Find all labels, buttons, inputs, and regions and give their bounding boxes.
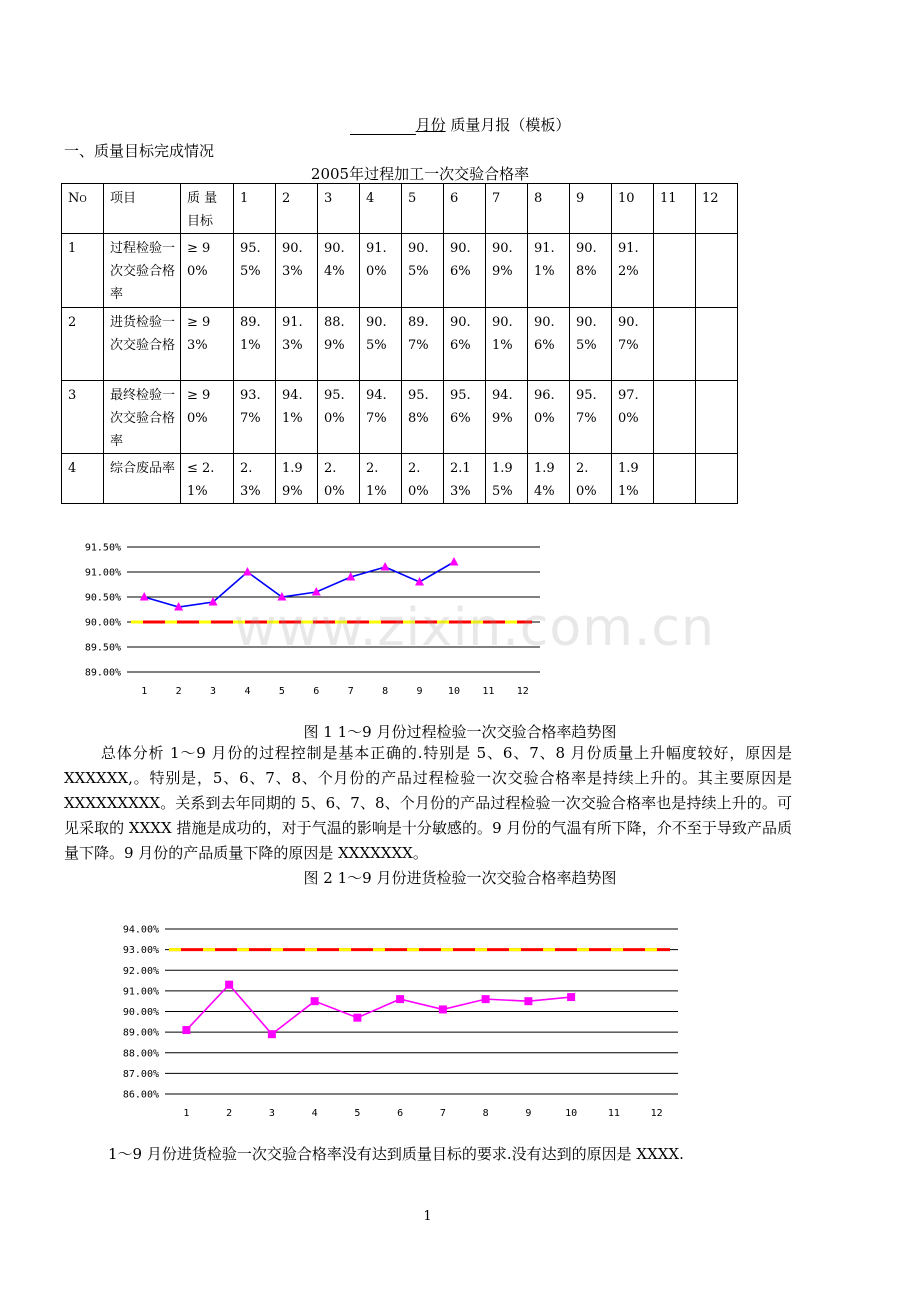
header-month: 10 (612, 184, 654, 234)
x-tick-label: 12 (650, 1108, 663, 1119)
row-value: 91.1% (528, 234, 570, 308)
y-tick-label: 91.00% (84, 567, 121, 579)
row-value (654, 234, 696, 308)
series-line (186, 985, 571, 1035)
header-month: 11 (654, 184, 696, 234)
row-value: 97.0% (612, 381, 654, 454)
row-value: 95.8% (402, 381, 444, 454)
table-caption: 2005年过程加工一次交验合格率 (310, 165, 530, 183)
header-target: 质 量目标 (181, 184, 234, 234)
row-item: 过程检验一次交验合格率 (104, 234, 181, 308)
row-no: 2 (62, 308, 104, 381)
row-value: 90.7% (612, 308, 654, 381)
x-tick-label: 10 (565, 1108, 578, 1119)
row-value: 1.99% (276, 454, 318, 504)
figure1-caption: 图 1 1～9 月份过程检验一次交验合格率趋势图 (303, 723, 617, 741)
quality-table (61, 183, 738, 504)
row-value: 91.0% (360, 234, 402, 308)
x-tick-label: 5 (278, 686, 285, 697)
data-point (439, 1005, 447, 1013)
row-target: ≥ 90% (181, 381, 234, 454)
row-target: ≥ 93% (181, 308, 234, 381)
y-tick-label: 93.00% (122, 945, 159, 957)
y-tick-label: 92.00% (122, 965, 159, 977)
row-value: 95.6% (444, 381, 486, 454)
y-tick-label: 89.00% (122, 1027, 159, 1039)
row-value: 1.95% (486, 454, 528, 504)
x-tick-label: 3 (268, 1108, 275, 1119)
row-value: 2.13% (444, 454, 486, 504)
conclusion-paragraph: 1～9 月份进货检验一次交验合格率没有达到质量目标的要求.没有达到的原因是 XXXX. (108, 1145, 684, 1163)
row-value: 2.1% (360, 454, 402, 504)
row-item: 综合废品率 (104, 454, 181, 504)
data-point (381, 562, 390, 571)
y-tick-label: 90.00% (84, 617, 121, 629)
row-value: 2.0% (318, 454, 360, 504)
row-value (696, 234, 738, 308)
row-value (654, 454, 696, 504)
x-tick-label: 11 (482, 686, 495, 697)
row-value: 2.3% (234, 454, 276, 504)
x-tick-label: 11 (607, 1108, 620, 1119)
row-target: ≥ 90% (181, 234, 234, 308)
row-value: 1.91% (612, 454, 654, 504)
row-value: 95.7% (570, 381, 612, 454)
x-tick-label: 8 (382, 686, 389, 697)
header-month: 7 (486, 184, 528, 234)
x-tick-label: 12 (516, 686, 529, 697)
table-row (62, 381, 738, 454)
row-value: 88.9% (318, 308, 360, 381)
table-row (62, 234, 738, 308)
row-value: 90.8% (570, 234, 612, 308)
data-point (567, 993, 575, 1001)
row-value (654, 381, 696, 454)
x-tick-label: 1 (183, 1108, 190, 1119)
row-value (696, 454, 738, 504)
row-value: 90.3% (276, 234, 318, 308)
row-value (696, 308, 738, 381)
analysis-text: 总体分析 1～9 月份的过程控制是基本正确的.特别是 5、6、7、8 月份质量上升幅度较好，原因是 XXXXXX,。特别是，5、6、7、8、个月份的产品过程检验一次交验合格率是持续上升的。其主要原因是 XXXXXXXXX。关系到去年同期的 5、6、7、8、个月份的产品过程检验一次交验合格率也是持续上升的。可见采取的 XXXX 措施是成功的，对于气温的影响是十分敏感的。9 月份的气温有所下降，介不至于导致产品质量下降。9 月份的产品质量下降的原因是 XXXXXXX。 (64, 744, 792, 862)
row-value (696, 381, 738, 454)
header-month: 4 (360, 184, 402, 234)
header-month: 5 (402, 184, 444, 234)
row-value: 95.0% (318, 381, 360, 454)
row-value: 91.2% (612, 234, 654, 308)
x-tick-label: 4 (311, 1108, 318, 1119)
row-value: 90.9% (486, 234, 528, 308)
figure2-caption: 图 2 1～9 月份进货检验一次交验合格率趋势图 (303, 869, 617, 887)
table-row (62, 308, 738, 381)
x-tick-label: 8 (482, 1108, 489, 1119)
header-month: 12 (696, 184, 738, 234)
table-row (62, 454, 738, 504)
x-tick-label: 6 (313, 686, 320, 697)
y-tick-label: 90.00% (122, 1007, 159, 1018)
y-tick-label: 89.00% (84, 667, 121, 679)
header-month: 8 (528, 184, 570, 234)
x-tick-label: 3 (210, 686, 217, 697)
row-no: 1 (62, 234, 104, 308)
header-month: 1 (234, 184, 276, 234)
title-month: 月份 (415, 116, 446, 134)
y-tick-label: 89.50% (84, 642, 121, 654)
section-heading: 一、质量目标完成情况 (64, 142, 215, 160)
y-tick-label: 88.00% (122, 1048, 159, 1060)
row-value: 91.3% (276, 308, 318, 381)
data-point (243, 567, 252, 576)
row-value: 94.9% (486, 381, 528, 454)
row-value: 90.5% (360, 308, 402, 381)
row-value: 90.6% (528, 308, 570, 381)
title-text: 质量月报（模板） (445, 116, 571, 134)
row-value: 90.6% (444, 308, 486, 381)
row-value: 90.1% (486, 308, 528, 381)
y-tick-label: 91.00% (122, 986, 159, 998)
row-value: 2.0% (402, 454, 444, 504)
x-tick-label: 7 (347, 686, 354, 697)
row-item: 进货检验一次交验合格 (104, 308, 181, 381)
row-value: 96.0% (528, 381, 570, 454)
header-no: NO (62, 184, 104, 234)
chart-incoming-inspection (110, 920, 690, 1134)
row-value: 1.94% (528, 454, 570, 504)
y-tick-label: 87.00% (122, 1068, 159, 1080)
data-point (268, 1030, 276, 1038)
row-value: 95.5% (234, 234, 276, 308)
x-tick-label: 6 (397, 1108, 404, 1119)
row-value: 89.7% (402, 308, 444, 381)
x-tick-label: 1 (141, 686, 148, 697)
row-no: 3 (62, 381, 104, 454)
x-tick-label: 10 (447, 686, 460, 697)
y-tick-label: 94.00% (122, 924, 159, 936)
data-point (524, 997, 532, 1005)
table-header-row (62, 184, 738, 234)
row-value: 89.1% (234, 308, 276, 381)
chart2-svg (110, 920, 690, 1130)
row-value: 94.7% (360, 381, 402, 454)
row-value: 90.5% (402, 234, 444, 308)
header-month: 3 (318, 184, 360, 234)
row-no: 4 (62, 454, 104, 504)
row-value: 90.6% (444, 234, 486, 308)
data-point (449, 557, 458, 566)
row-target: ≤ 2.1% (181, 454, 234, 504)
row-value (654, 308, 696, 381)
data-point (396, 995, 404, 1003)
analysis-paragraph (64, 741, 792, 866)
y-tick-label: 90.50% (84, 592, 121, 604)
data-point (182, 1026, 190, 1034)
data-point (353, 1014, 361, 1022)
x-tick-label: 9 (416, 686, 423, 697)
page-number: 1 (423, 1209, 432, 1224)
y-tick-label: 91.50% (84, 542, 121, 554)
header-item: 项目 (104, 184, 181, 234)
header-month: 2 (276, 184, 318, 234)
x-tick-label: 7 (439, 1108, 446, 1119)
y-tick-label: 86.00% (122, 1089, 159, 1101)
row-value: 94.1% (276, 381, 318, 454)
header-month: 6 (444, 184, 486, 234)
row-value: 90.5% (570, 308, 612, 381)
x-tick-label: 5 (354, 1108, 361, 1119)
x-tick-label: 9 (525, 1108, 532, 1119)
x-tick-label: 4 (244, 686, 251, 697)
watermark-text: www.zixin.com.cn (234, 598, 715, 658)
row-value: 93.7% (234, 381, 276, 454)
row-item: 最终检验一次交验合格率 (104, 381, 181, 454)
data-point (482, 995, 490, 1003)
row-value: 90.4% (318, 234, 360, 308)
report-title (0, 114, 920, 135)
x-tick-label: 2 (175, 686, 182, 697)
row-value: 2.0% (570, 454, 612, 504)
x-tick-label: 2 (226, 1108, 233, 1119)
data-point (140, 592, 149, 601)
data-point (225, 981, 233, 989)
header-month: 9 (570, 184, 612, 234)
title-blank-line (350, 120, 416, 135)
data-point (311, 997, 319, 1005)
